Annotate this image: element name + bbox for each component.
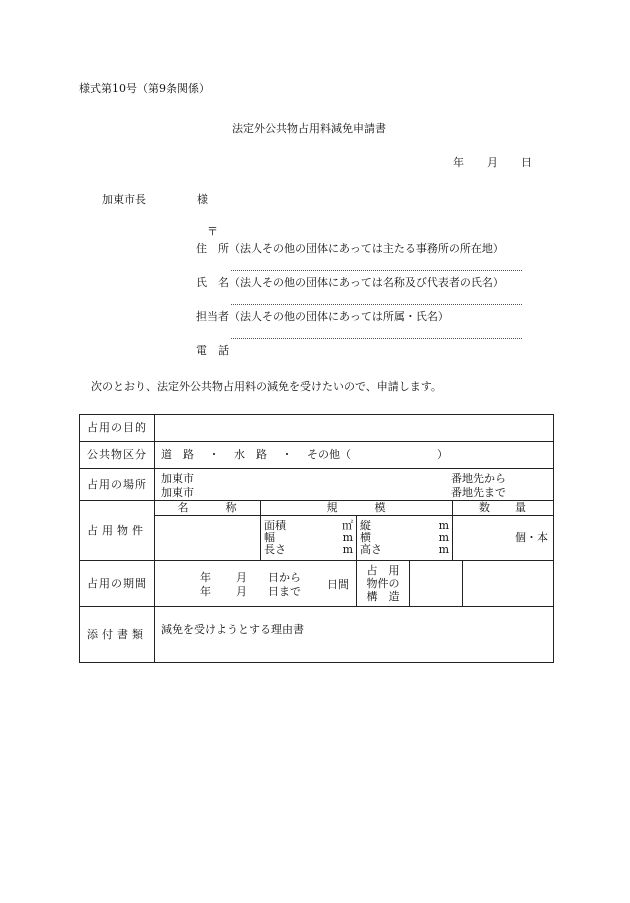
category-options[interactable] — [155, 442, 554, 469]
location-from-suffix: 番地先から — [451, 471, 506, 485]
period-to-month: 月 — [236, 585, 247, 598]
period-from-month: 月 — [236, 571, 247, 584]
category-waterway: 水 路 — [234, 448, 267, 461]
length-label: 長さ — [264, 543, 286, 556]
date-month: 月 — [487, 156, 498, 169]
period-value[interactable] — [155, 561, 357, 607]
period-to-year: 年 — [200, 585, 211, 598]
attachment-label: 添付書類 — [80, 607, 155, 663]
category-sep-1: ・ — [208, 448, 220, 461]
location-city-to: 加東市 — [161, 485, 194, 499]
scale-right[interactable] — [357, 516, 453, 561]
intro-text: 次のとおり、法定外公共物占用料の減免を受けたいので、申請します。 — [91, 380, 442, 393]
addressee-honorific: 様 — [197, 193, 208, 206]
structure-cell — [357, 561, 554, 607]
width-unit: m — [342, 531, 353, 544]
structure-value[interactable] — [410, 561, 463, 606]
category-row — [80, 442, 554, 469]
attachment-value[interactable]: 減免を受けようとする理由書 — [155, 607, 554, 663]
category-road: 道 路 — [161, 448, 194, 461]
location-label: 占用の場所 — [80, 469, 155, 501]
area-unit: ㎡ — [342, 519, 353, 532]
count-unit[interactable]: 個・本 — [453, 516, 554, 561]
height-label: 高さ — [360, 543, 382, 556]
location-to-suffix: 番地先まで — [451, 485, 506, 499]
object-name-value[interactable] — [155, 516, 261, 561]
height-unit: m — [438, 543, 449, 556]
area-label: 面積 — [264, 519, 286, 532]
vertical-label: 縦 — [360, 519, 371, 532]
purpose-row — [80, 415, 554, 442]
period-from-day: 日から — [268, 571, 301, 584]
scale-left[interactable] — [261, 516, 357, 561]
purpose-value[interactable] — [155, 415, 554, 442]
address-label: 住 所（法人その他の団体にあっては主たる事務所の所在地） — [196, 242, 504, 255]
category-other: その他（ — [307, 448, 351, 461]
attachment-row — [80, 607, 554, 663]
postal-mark: 〒 — [207, 225, 218, 238]
contact-dotted-line — [231, 338, 522, 339]
structure-label-line-1: 占 用 — [366, 564, 400, 577]
period-row — [80, 561, 554, 607]
phone-label: 電 話 — [196, 344, 229, 357]
period-from-year: 年 — [200, 571, 211, 584]
purpose-label: 占用の目的 — [80, 415, 155, 442]
name-label: 氏 名（法人その他の団体にあっては名称及び代表者の氏名） — [196, 276, 504, 289]
category-label: 公共物区分 — [80, 442, 155, 469]
structure-label — [357, 561, 410, 606]
object-label: 占用物件 — [80, 501, 155, 561]
location-city-from: 加東市 — [161, 471, 194, 485]
location-row — [80, 469, 554, 501]
period-to-day: 日まで — [268, 585, 301, 598]
structure-label-line-2: 物件の — [366, 577, 400, 590]
application-table — [79, 414, 554, 663]
date-year: 年 — [453, 156, 464, 169]
structure-label-line-3: 構 造 — [366, 590, 400, 603]
structure-blank — [463, 561, 553, 606]
date-day: 日 — [521, 156, 532, 169]
period-label: 占用の期間 — [80, 561, 155, 607]
horizontal-label: 横 — [360, 531, 371, 544]
length-unit: m — [342, 543, 353, 556]
contact-label: 担当者（法人その他の団体にあっては所属・氏名） — [196, 310, 449, 323]
width-label: 幅 — [264, 531, 275, 544]
period-days: 日間 — [327, 578, 349, 591]
object-header-row — [80, 501, 554, 516]
category-sep-2: ・ — [281, 448, 293, 461]
col-quantity: 数 量 — [453, 501, 554, 516]
location-value[interactable] — [155, 469, 554, 501]
col-name: 名 称 — [155, 501, 261, 516]
category-other-close: ） — [437, 448, 448, 461]
horizontal-unit: m — [438, 531, 449, 544]
addressee-mayor: 加東市長 — [102, 193, 146, 206]
address-dotted-line — [231, 270, 522, 271]
page-title: 法定外公共物占用料減免申請書 — [232, 122, 386, 135]
name-dotted-line — [231, 304, 522, 305]
form-number: 様式第10号（第9条関係） — [79, 82, 210, 95]
col-scale: 規 模 — [261, 501, 453, 516]
vertical-unit: m — [438, 519, 449, 532]
